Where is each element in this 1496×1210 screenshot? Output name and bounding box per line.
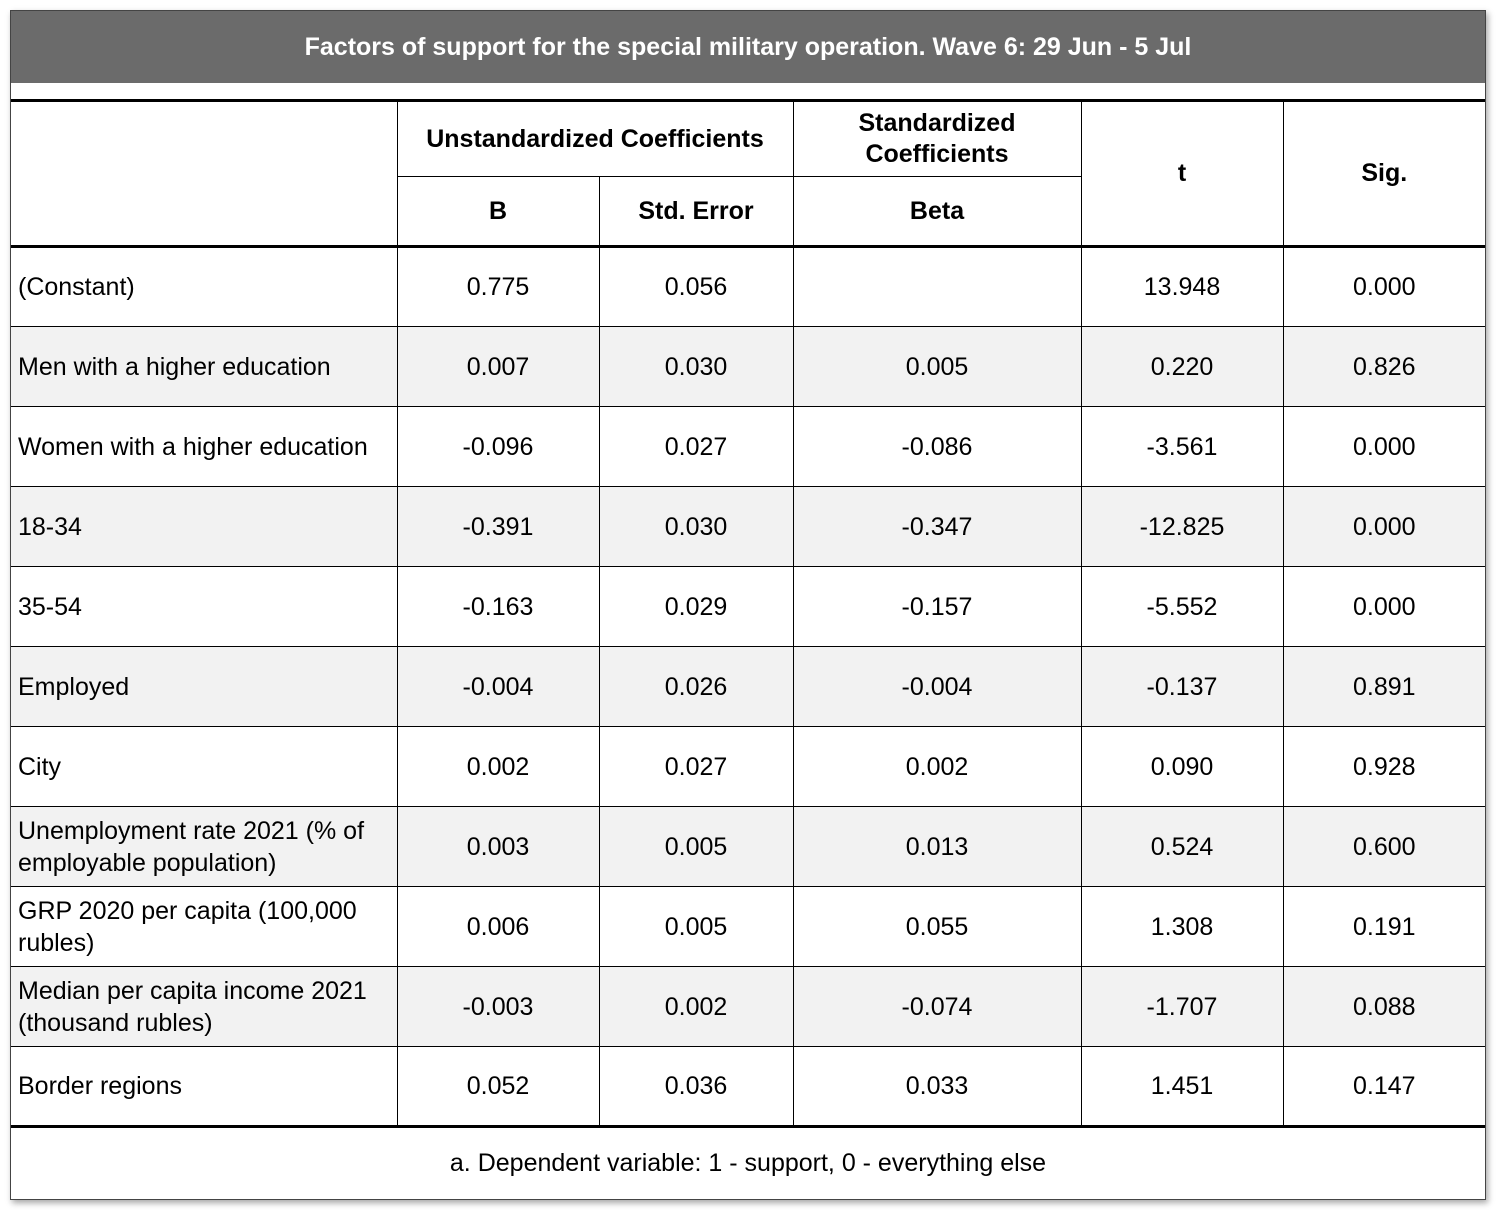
row-label: Median per capita income 2021 (thousand rubles)	[11, 967, 397, 1047]
cell-sig: 0.191	[1283, 887, 1485, 967]
cell-b: 0.007	[397, 327, 599, 407]
row-label: 35-54	[11, 567, 397, 647]
cell-beta	[793, 247, 1081, 327]
cell-beta: 0.002	[793, 727, 1081, 807]
table-row	[11, 727, 1485, 807]
cell-t: -3.561	[1081, 407, 1283, 487]
table-footnote: a. Dependent variable: 1 - support, 0 - everything else	[11, 1125, 1485, 1199]
cell-std-error: 0.036	[599, 1047, 793, 1126]
cell-beta: -0.074	[793, 967, 1081, 1047]
header-std-error: Std. Error	[599, 177, 793, 247]
cell-t: 0.524	[1081, 807, 1283, 887]
header-standardized: Standardized Coefficients	[793, 101, 1081, 177]
cell-sig: 0.000	[1283, 567, 1485, 647]
regression-table	[11, 99, 1485, 1126]
cell-beta: 0.013	[793, 807, 1081, 887]
table-row	[11, 807, 1485, 887]
header-beta: Beta	[793, 177, 1081, 247]
cell-std-error: 0.029	[599, 567, 793, 647]
table-row	[11, 327, 1485, 407]
row-label: Unemployment rate 2021 (% of employable population)	[11, 807, 397, 887]
cell-t: -12.825	[1081, 487, 1283, 567]
header-empty-cell	[11, 101, 397, 247]
cell-b: 0.002	[397, 727, 599, 807]
cell-beta: -0.004	[793, 647, 1081, 727]
row-label: Border regions	[11, 1047, 397, 1126]
cell-beta: 0.055	[793, 887, 1081, 967]
table-row	[11, 567, 1485, 647]
row-label: Women with a higher education	[11, 407, 397, 487]
row-label: Men with a higher education	[11, 327, 397, 407]
cell-t: 1.308	[1081, 887, 1283, 967]
cell-b: 0.003	[397, 807, 599, 887]
cell-beta: 0.005	[793, 327, 1081, 407]
cell-sig: 0.088	[1283, 967, 1485, 1047]
table-row	[11, 407, 1485, 487]
cell-b: 0.052	[397, 1047, 599, 1126]
header-row-top	[11, 101, 1485, 177]
cell-t: 1.451	[1081, 1047, 1283, 1126]
cell-std-error: 0.056	[599, 247, 793, 327]
table-row	[11, 647, 1485, 727]
cell-beta: -0.086	[793, 407, 1081, 487]
header-unstandardized: Unstandardized Coefficients	[397, 101, 793, 177]
row-label: (Constant)	[11, 247, 397, 327]
cell-t: 0.090	[1081, 727, 1283, 807]
cell-b: 0.775	[397, 247, 599, 327]
cell-t: 13.948	[1081, 247, 1283, 327]
table-row	[11, 247, 1485, 327]
cell-std-error: 0.030	[599, 327, 793, 407]
cell-t: 0.220	[1081, 327, 1283, 407]
table-frame	[10, 10, 1486, 1200]
row-label: Employed	[11, 647, 397, 727]
cell-std-error: 0.002	[599, 967, 793, 1047]
cell-sig: 0.826	[1283, 327, 1485, 407]
table-row	[11, 887, 1485, 967]
cell-beta: -0.347	[793, 487, 1081, 567]
cell-sig: 0.891	[1283, 647, 1485, 727]
cell-beta: -0.157	[793, 567, 1081, 647]
table-row	[11, 1047, 1485, 1126]
cell-sig: 0.147	[1283, 1047, 1485, 1126]
table-row	[11, 487, 1485, 567]
cell-std-error: 0.005	[599, 807, 793, 887]
header-sig: Sig.	[1283, 101, 1485, 247]
cell-b: -0.003	[397, 967, 599, 1047]
cell-b: -0.163	[397, 567, 599, 647]
table-row	[11, 967, 1485, 1047]
cell-t: -1.707	[1081, 967, 1283, 1047]
cell-sig: 0.000	[1283, 407, 1485, 487]
cell-std-error: 0.027	[599, 727, 793, 807]
header-t: t	[1081, 101, 1283, 247]
cell-sig: 0.600	[1283, 807, 1485, 887]
cell-beta: 0.033	[793, 1047, 1081, 1126]
cell-t: -5.552	[1081, 567, 1283, 647]
cell-std-error: 0.005	[599, 887, 793, 967]
cell-sig: 0.000	[1283, 247, 1485, 327]
cell-b: -0.096	[397, 407, 599, 487]
cell-t: -0.137	[1081, 647, 1283, 727]
cell-b: 0.006	[397, 887, 599, 967]
cell-b: -0.004	[397, 647, 599, 727]
cell-std-error: 0.030	[599, 487, 793, 567]
header-b: B	[397, 177, 599, 247]
cell-std-error: 0.027	[599, 407, 793, 487]
table-title: Factors of support for the special military operation. Wave 6: 29 Jun - 5 Jul	[11, 11, 1485, 83]
cell-sig: 0.928	[1283, 727, 1485, 807]
cell-b: -0.391	[397, 487, 599, 567]
cell-std-error: 0.026	[599, 647, 793, 727]
cell-sig: 0.000	[1283, 487, 1485, 567]
row-label: 18-34	[11, 487, 397, 567]
row-label: GRP 2020 per capita (100,000 rubles)	[11, 887, 397, 967]
row-label: City	[11, 727, 397, 807]
